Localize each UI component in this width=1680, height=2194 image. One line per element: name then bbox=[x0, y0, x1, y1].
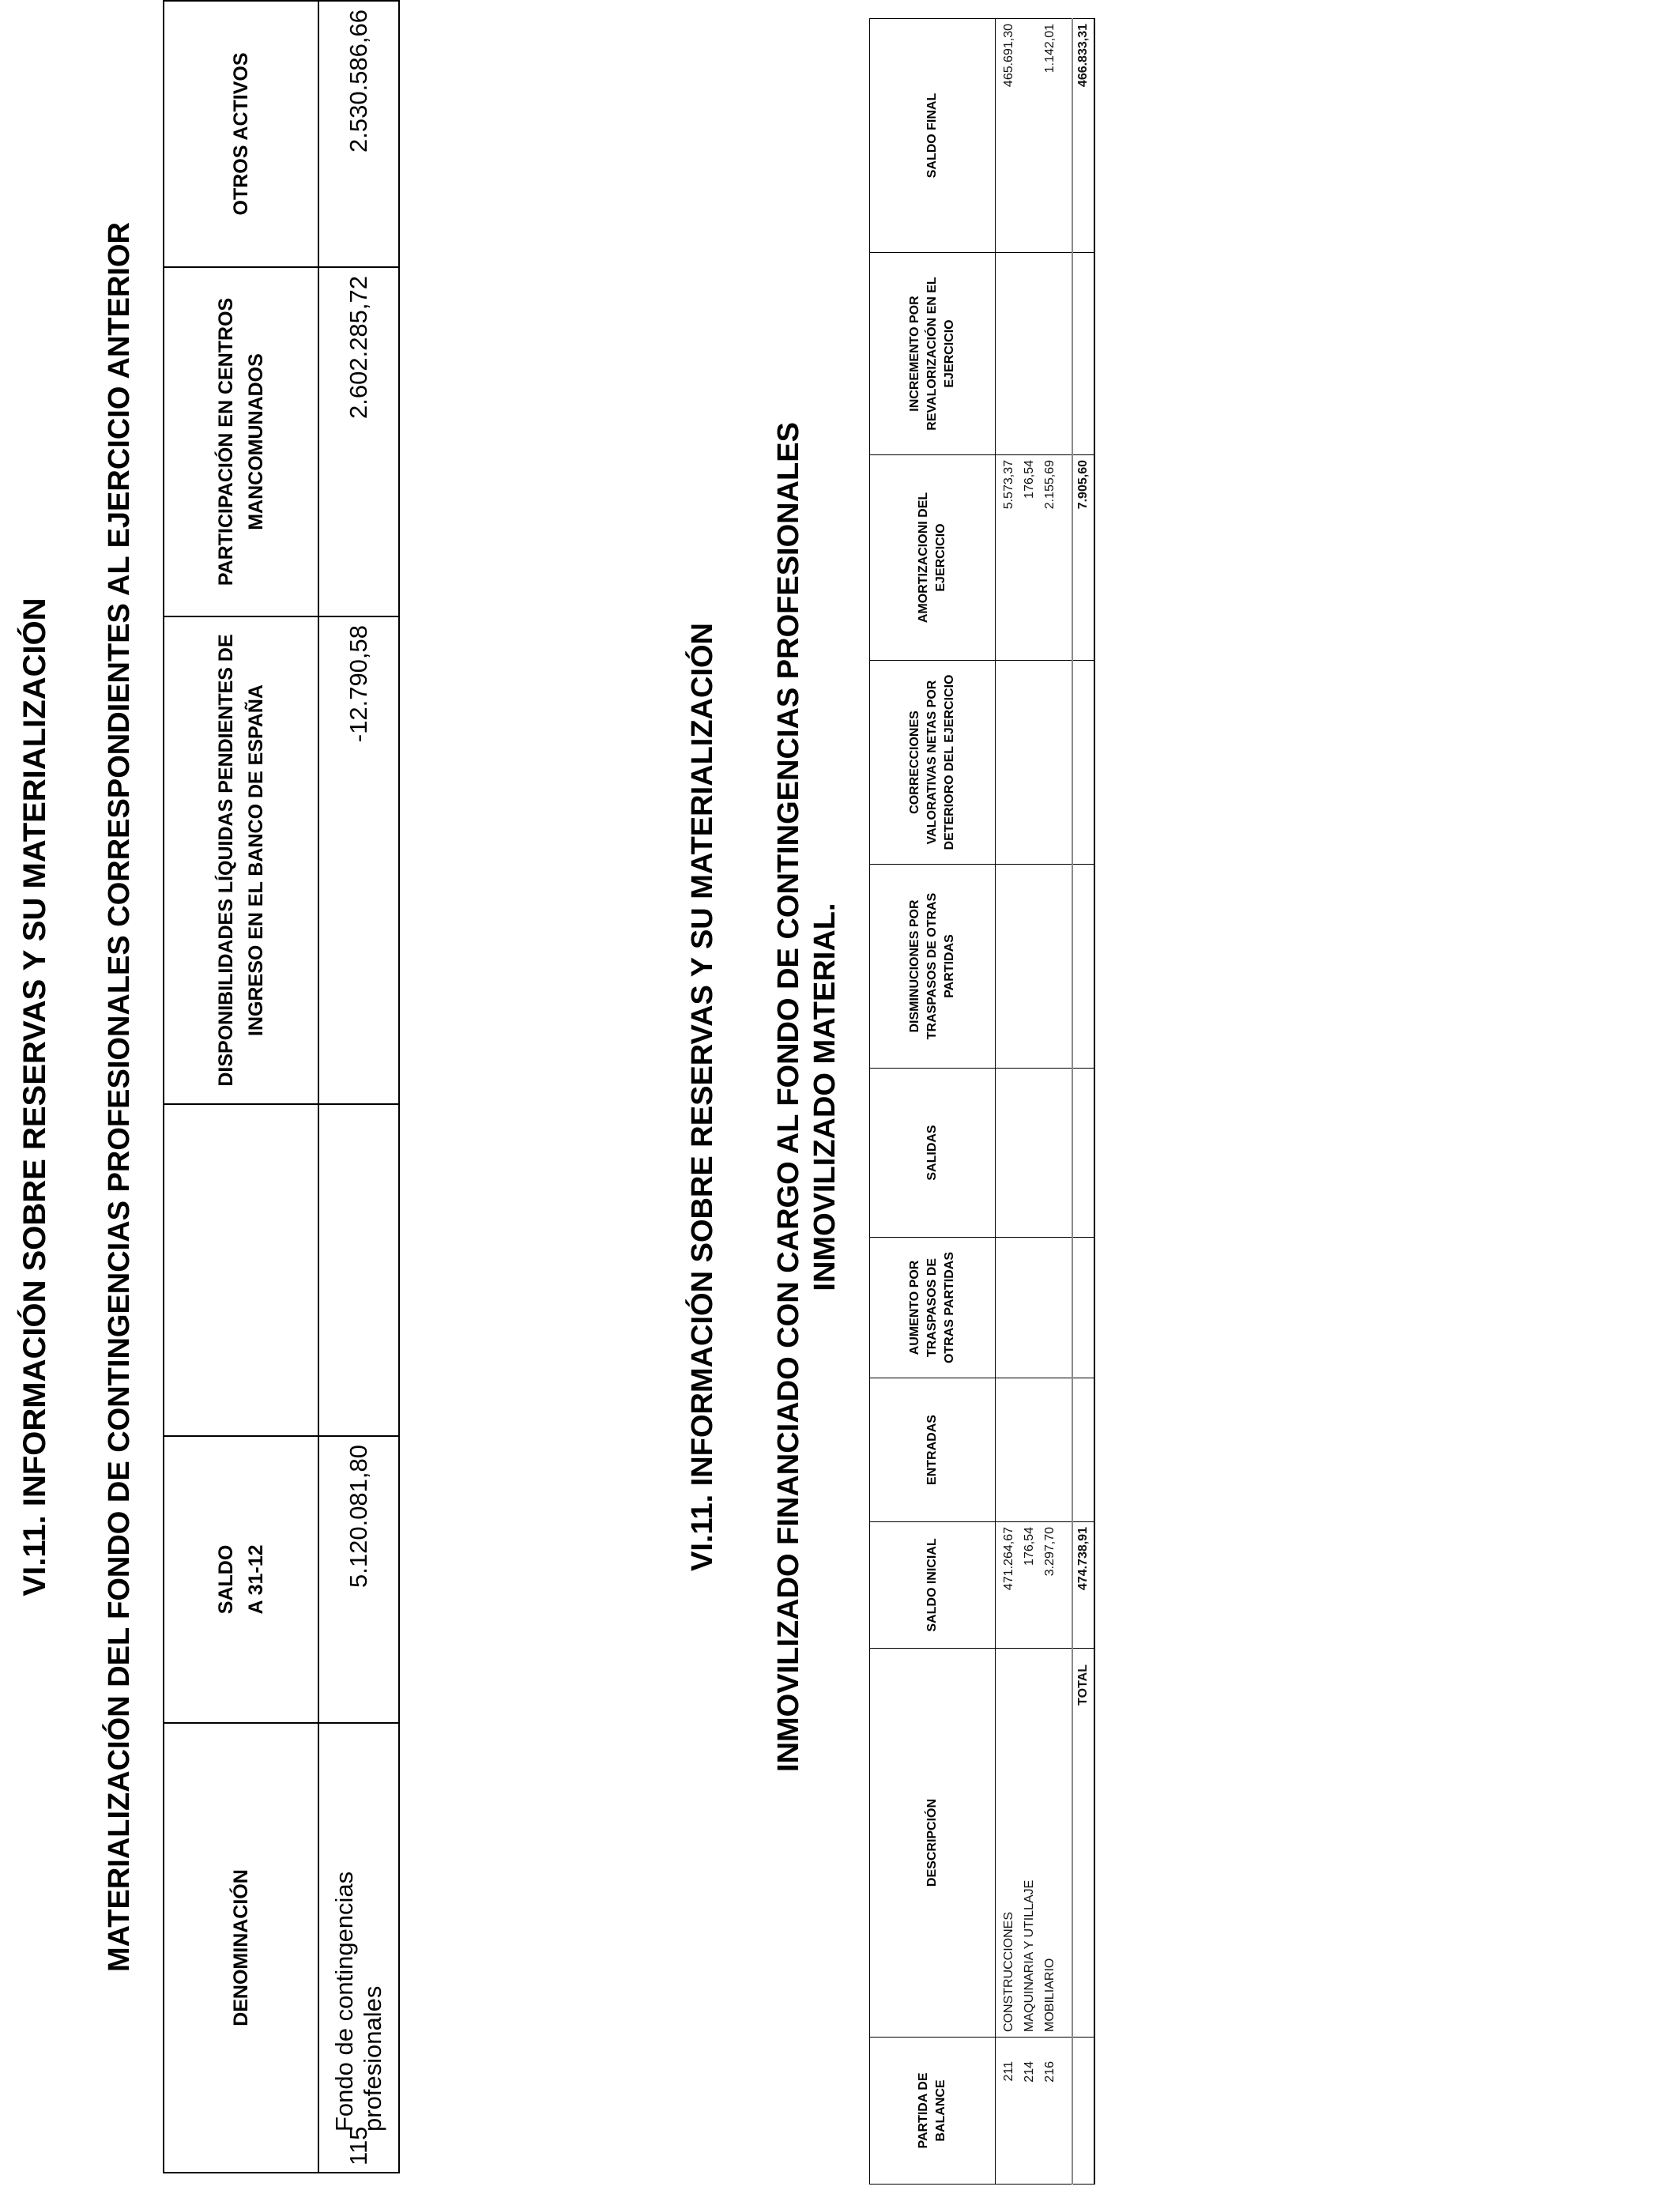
row-code: 115 bbox=[318, 2136, 399, 2173]
cell-saldo-final: 1.142,01 bbox=[1040, 19, 1060, 253]
header-saldo-line1: SALDO bbox=[215, 1544, 237, 1615]
spacer-cell bbox=[1060, 2038, 1072, 2185]
header-entradas: ENTRADAS bbox=[870, 1378, 996, 1522]
total-amortizaciones: 7.905,60 bbox=[1072, 455, 1094, 661]
total-aumento bbox=[1072, 1238, 1094, 1378]
header-saldo bbox=[164, 1436, 318, 1723]
cell-entradas bbox=[1040, 1378, 1060, 1522]
section1-subtitle: MATERIALIZACIÓN DEL FONDO DE CONTINGENCIAS PROFESIONALES CORRESPONDIENTES AL EJERCICIO ANTERIOR bbox=[103, 222, 136, 1973]
header-saldo-final: SALDO FINAL bbox=[870, 19, 996, 253]
row-empty bbox=[318, 1104, 399, 1436]
cell-disminuciones bbox=[1019, 865, 1040, 1069]
cell-amortizaciones: 5.573,37 bbox=[996, 455, 1020, 661]
header-incremento: INCREMENTO POR REVALORIZACIÓN EN EL EJERCICIO bbox=[870, 253, 996, 455]
section2-subtitle bbox=[770, 0, 843, 2194]
total-row bbox=[1072, 19, 1094, 2185]
cell-disminuciones bbox=[1040, 865, 1060, 1069]
cell-amortizaciones: 2.155,69 bbox=[1040, 455, 1060, 661]
cell-entradas bbox=[1019, 1378, 1040, 1522]
cell-aumento bbox=[996, 1238, 1020, 1378]
cell-salidas bbox=[1040, 1069, 1060, 1238]
cell-aumento bbox=[1019, 1238, 1040, 1378]
header-denominacion: DENOMINACIÓN bbox=[164, 1723, 318, 2173]
cell-partida: 211 bbox=[996, 2038, 1020, 2185]
spacer-cell bbox=[1060, 661, 1072, 865]
header-salidas: SALIDAS bbox=[870, 1069, 996, 1238]
header-saldo-line2: A 31-12 bbox=[245, 1544, 267, 1615]
header-descripcion: DESCRIPCIÓN bbox=[870, 1649, 996, 2038]
total-saldo-final: 466.833,31 bbox=[1072, 19, 1094, 253]
table-row bbox=[1019, 19, 1040, 2185]
cell-partida: 216 bbox=[1040, 2038, 1060, 2185]
spacer-cell bbox=[1060, 1649, 1072, 2038]
cell-saldo-final: 465.691,30 bbox=[996, 19, 1020, 253]
spacer-cell bbox=[1060, 455, 1072, 661]
fondo-materializacion-table bbox=[163, 0, 400, 2173]
cell-salidas bbox=[1019, 1069, 1040, 1238]
table-row bbox=[996, 19, 1020, 2185]
row-name: Fondo de contingencias profesionales bbox=[318, 1723, 399, 2136]
spacer-cell bbox=[1060, 1522, 1072, 1649]
row-otros-activos: 2.530.586,66 bbox=[318, 1, 399, 267]
spacer-cell bbox=[1060, 1069, 1072, 1238]
total-empty bbox=[1072, 2038, 1094, 2185]
cell-partida: 214 bbox=[1019, 2038, 1040, 2185]
cell-descripcion: MAQUINARIA Y UTILLAJE bbox=[1019, 1649, 1040, 2038]
cell-incremento bbox=[1040, 253, 1060, 455]
header-partida: PARTIDA DE BALANCE bbox=[870, 2038, 996, 2185]
header-saldo-inicial: SALDO INICIAL bbox=[870, 1522, 996, 1649]
row-saldo: 5.120.081,80 bbox=[318, 1436, 399, 1723]
section2-subtitle-line2: INMOVILIZADO MATERIAL. bbox=[808, 903, 842, 1291]
total-disminuciones bbox=[1072, 865, 1094, 1069]
header-amortizaciones: AMORTIZACIONI DEL EJERCICIO bbox=[870, 455, 996, 661]
table-row bbox=[318, 1, 399, 2173]
cell-incremento bbox=[996, 253, 1020, 455]
spacer-cell bbox=[1060, 1378, 1072, 1522]
total-incremento bbox=[1072, 253, 1094, 455]
total-entradas bbox=[1072, 1378, 1094, 1522]
section2-title: VI.11. INFORMACIÓN SOBRE RESERVAS Y SU MATERIALIZACIÓN bbox=[686, 623, 719, 1571]
cell-entradas bbox=[996, 1378, 1020, 1522]
inmovilizado-table bbox=[869, 18, 1095, 2185]
total-correcciones bbox=[1072, 661, 1094, 865]
total-label: TOTAL bbox=[1072, 1649, 1094, 2038]
section1-title: VI.11. INFORMACIÓN SOBRE RESERVAS Y SU MATERIALIZACIÓN bbox=[17, 598, 52, 1596]
total-saldo-inicial: 474.738,91 bbox=[1072, 1522, 1094, 1649]
spacer-cell bbox=[1060, 865, 1072, 1069]
cell-salidas bbox=[996, 1069, 1020, 1238]
header-correcciones: CORRECCIONES VALORATIVAS NETAS POR DETERIORO DEL EJERCICIO bbox=[870, 661, 996, 865]
section2-subtitle-line1: INMOVILIZADO FINANCIADO CON CARGO AL FONDO DE CONTINGENCIAS PROFESIONALES bbox=[772, 422, 805, 1772]
spacer-cell bbox=[1060, 253, 1072, 455]
cell-saldo-inicial: 3.297,70 bbox=[1040, 1522, 1060, 1649]
header-disponibilidades: DISPONIBILIDADES LÍQUIDAS PENDIENTES DE INGRESO EN EL BANCO DE ESPAÑA bbox=[164, 616, 318, 1104]
cell-descripcion: MOBILIARIO bbox=[1040, 1649, 1060, 2038]
header-empty bbox=[164, 1104, 318, 1436]
spacer-cell bbox=[1060, 1238, 1072, 1378]
spacer-row bbox=[1060, 19, 1072, 2185]
header-participacion: PARTICIPACIÓN EN CENTROS MANCOMUNADOS bbox=[164, 267, 318, 616]
row-participacion: 2.602.285,72 bbox=[318, 267, 399, 616]
header-disminuciones: DISMINUCIONES POR TRASPASOS DE OTRAS PARTIDAS bbox=[870, 865, 996, 1069]
cell-saldo-final bbox=[1019, 19, 1040, 253]
header-otros-activos: OTROS ACTIVOS bbox=[164, 1, 318, 267]
cell-aumento bbox=[1040, 1238, 1060, 1378]
row-disponibilidades: -12.790,58 bbox=[318, 616, 399, 1104]
cell-amortizaciones: 176,54 bbox=[1019, 455, 1040, 661]
header-aumento: AUMENTO POR TRASPASOS DE OTRAS PARTIDAS bbox=[870, 1238, 996, 1378]
cell-correcciones bbox=[1019, 661, 1040, 865]
total-salidas bbox=[1072, 1069, 1094, 1238]
cell-incremento bbox=[1019, 253, 1040, 455]
table-row bbox=[1040, 19, 1060, 2185]
cell-saldo-inicial: 471.264,67 bbox=[996, 1522, 1020, 1649]
cell-correcciones bbox=[996, 661, 1020, 865]
cell-correcciones bbox=[1040, 661, 1060, 865]
cell-descripcion: CONSTRUCCIONES bbox=[996, 1649, 1020, 2038]
cell-disminuciones bbox=[996, 865, 1020, 1069]
cell-saldo-inicial: 176,54 bbox=[1019, 1522, 1040, 1649]
spacer-cell bbox=[1060, 19, 1072, 253]
